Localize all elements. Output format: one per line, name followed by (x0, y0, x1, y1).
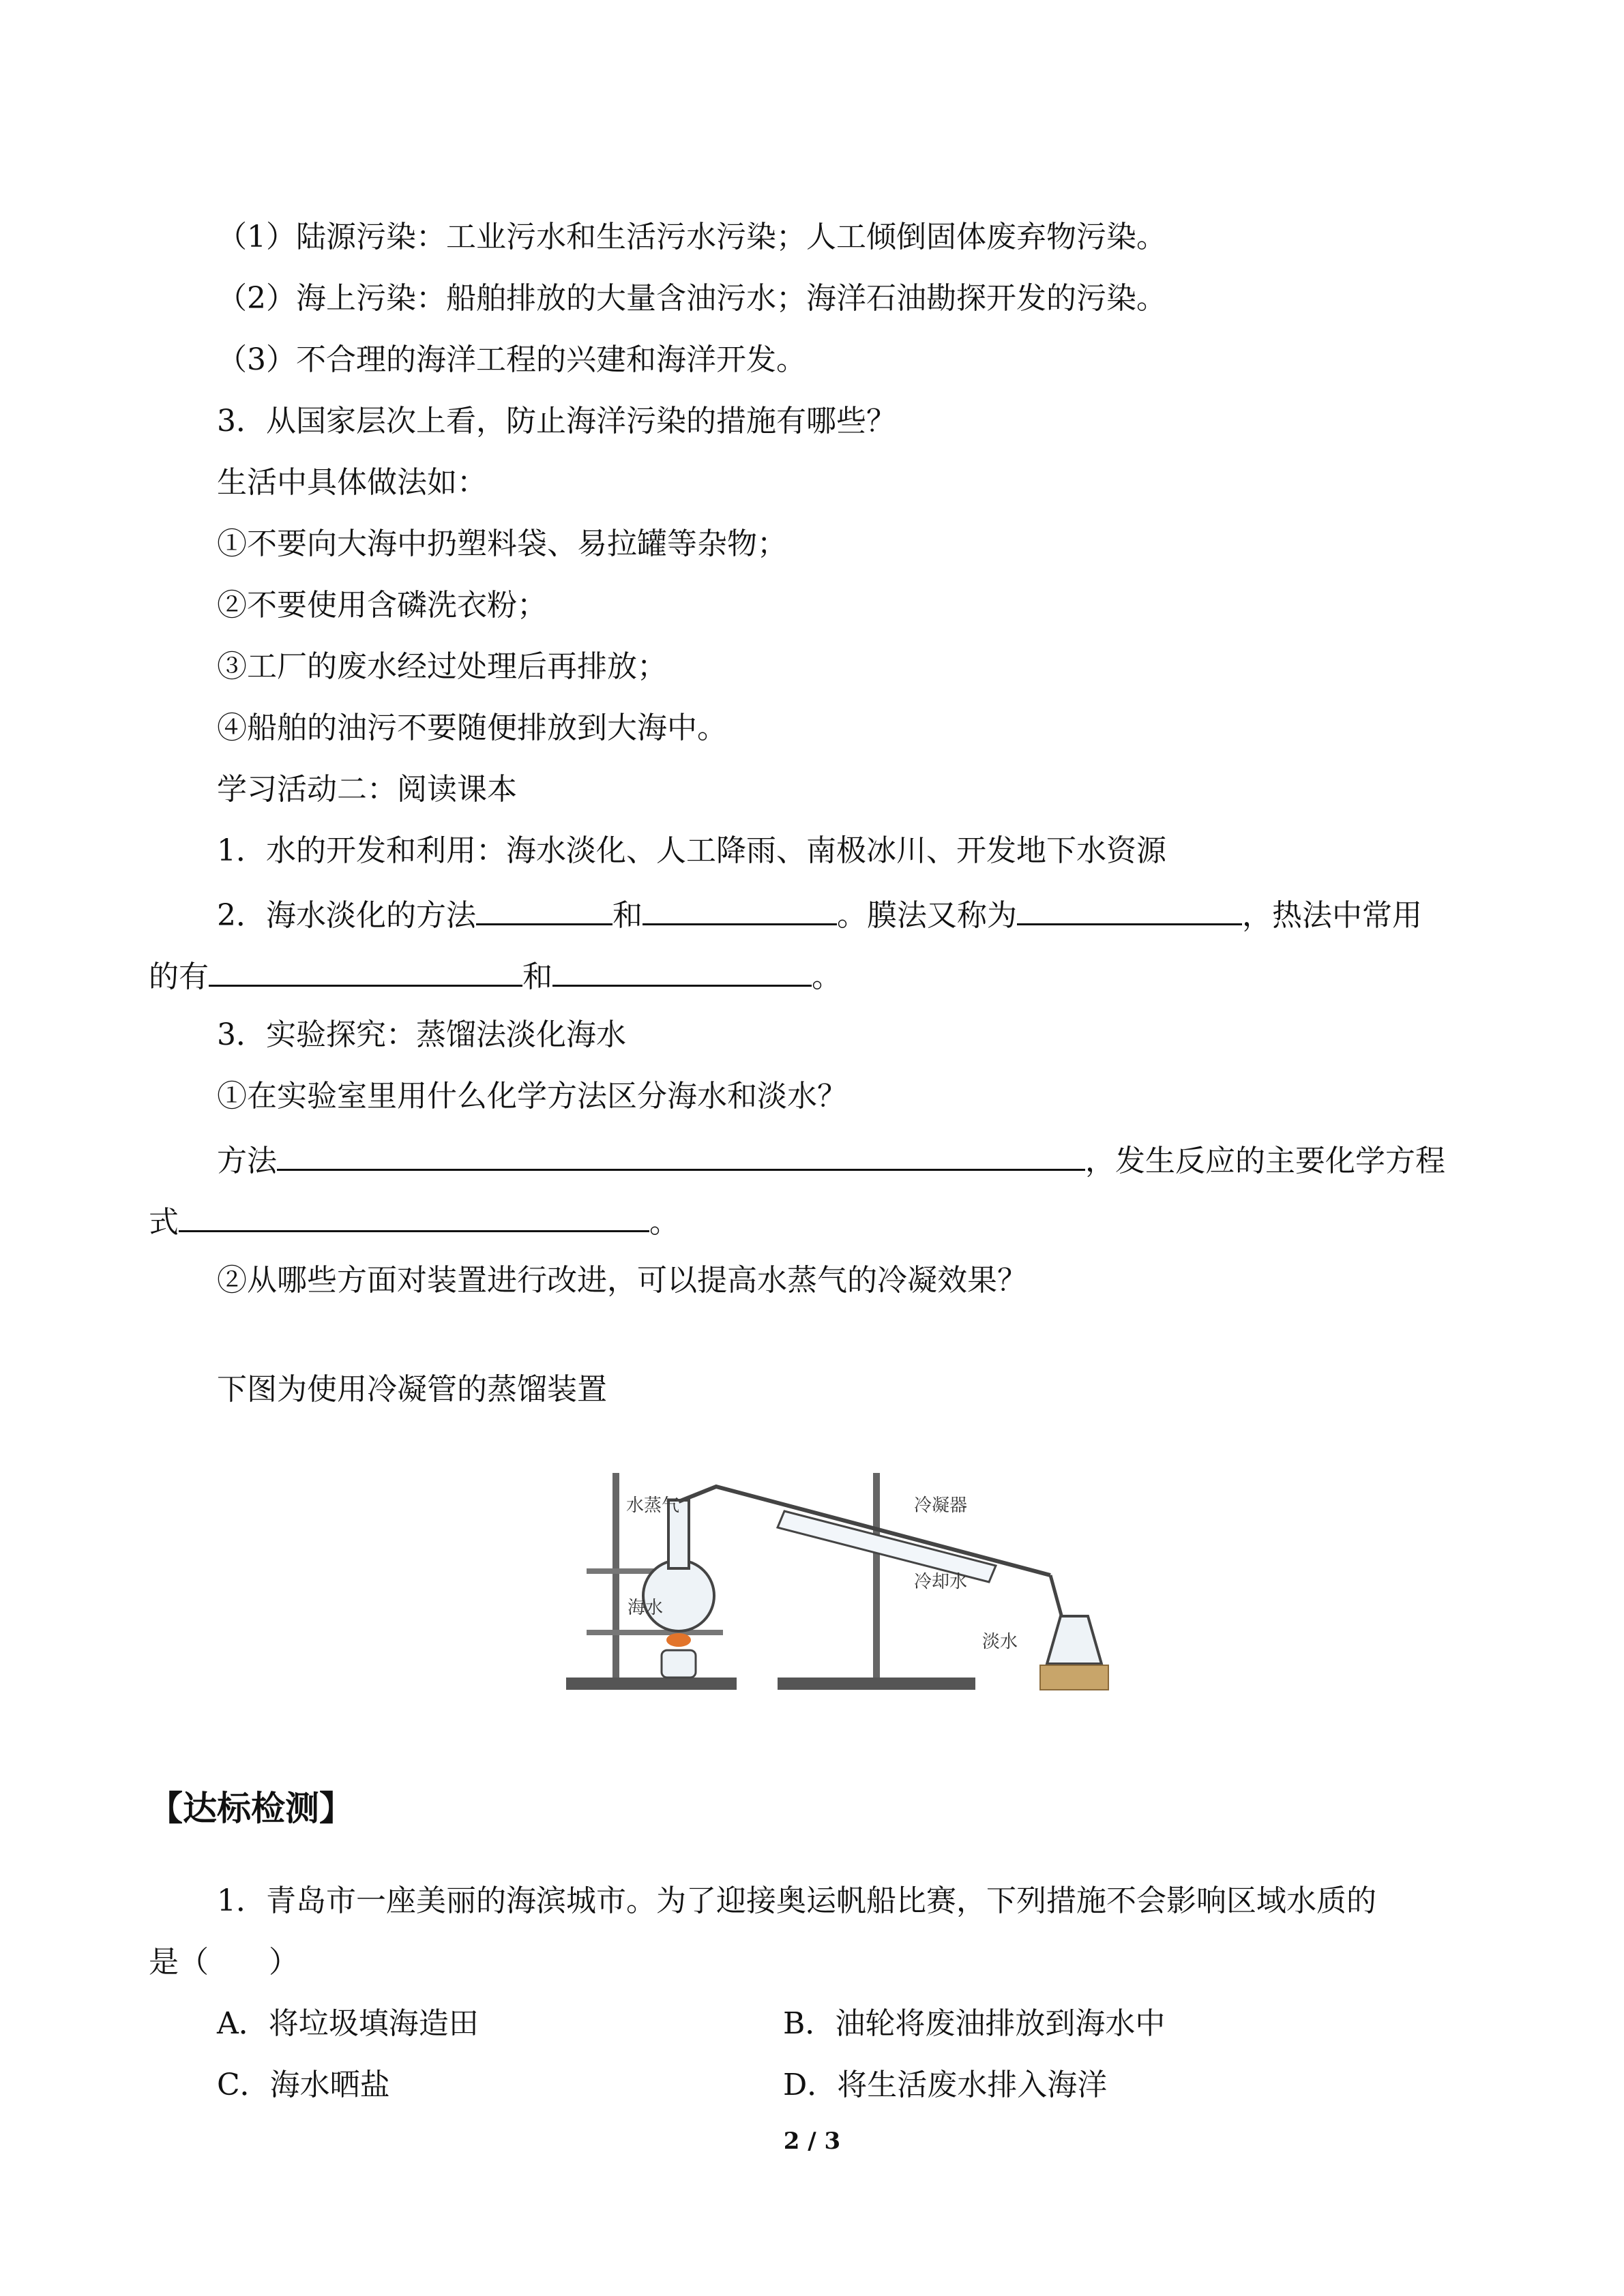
fill-blank[interactable] (643, 892, 837, 925)
activity-item-2-line-1 (217, 892, 1422, 936)
label-condenser: 冷凝器 (914, 1495, 968, 1516)
page-number: 2 / 3 (783, 2128, 841, 2155)
question-3-measures: 3．从国家层次上看，防止海洋污染的措施有哪些？ (217, 404, 896, 438)
option-b[interactable]: B．油轮将废油排放到海水中 (783, 2006, 1166, 2041)
left-stand-base (566, 1678, 737, 1690)
activity-item-1: 1．水的开发和利用：海水淡化、人工降雨、南极冰川、开发地下水资源 (217, 833, 1166, 868)
option-c[interactable]: C．海水晒盐 (217, 2068, 390, 2102)
label-cooling-water: 冷却水 (914, 1572, 968, 1592)
test-question-1-line-1: 1．青岛市一座美丽的海滨城市。为了迎接奥运帆船比赛，下列措施不会影响区域水质的 (217, 1883, 1376, 1918)
fill-blank[interactable] (277, 1137, 1085, 1171)
option-d[interactable]: D．将生活废水排入海洋 (783, 2068, 1108, 2102)
text-fragment: 的有 (149, 959, 209, 994)
daily-practice-intro: 生活中具体做法如： (217, 465, 487, 500)
text-fragment: 2．海水淡化的方法 (217, 898, 476, 933)
experiment-question-2: ②从哪些方面对装置进行改进，可以提高水蒸气的冷凝效果？ (217, 1263, 1027, 1298)
fill-blank[interactable] (1017, 892, 1242, 925)
pollution-land: （1）陆源污染：工业污水和生活污水污染；人工倾倒固体废弃物污染。 (217, 220, 1166, 254)
practice-item-4: ④船舶的油污不要随便排放到大海中。 (217, 711, 727, 745)
section-heading: 【达标检测】 (149, 1789, 353, 1828)
practice-item-3: ③工厂的废水经过处理后再排放； (217, 649, 667, 684)
text-fragment: 。膜法又称为 (837, 898, 1017, 933)
right-stand-rod (873, 1473, 880, 1678)
practice-item-1: ①不要向大海中扔塑料袋、易拉罐等杂物； (217, 526, 787, 561)
activity-2-title: 学习活动二：阅读课本 (217, 772, 517, 807)
activity-item-2-line-2 (149, 953, 842, 998)
text-fragment: 和 (522, 959, 552, 994)
text-fragment: 。 (649, 1205, 679, 1240)
label-seawater: 海水 (628, 1598, 664, 1618)
distillation-apparatus-figure (559, 1446, 1132, 1705)
method-line (217, 1137, 1445, 1182)
right-stand-base (778, 1678, 975, 1690)
text-fragment: 式 (149, 1205, 179, 1240)
option-a[interactable]: A．将垃圾填海造田 (217, 2006, 479, 2041)
left-stand-rod (612, 1473, 619, 1678)
distilling-flask (643, 1560, 714, 1631)
fill-blank[interactable] (209, 953, 522, 987)
figure-caption: 下图为使用冷凝管的蒸馏装置 (217, 1372, 607, 1407)
test-question-1-line-2: 是（ ） (149, 1945, 299, 1980)
text-fragment: ，发生反应的主要化学方程 (1085, 1144, 1445, 1178)
flame (666, 1633, 691, 1647)
receiving-flask (1047, 1616, 1102, 1664)
experiment-question-1: ①在实验室里用什么化学方法区分海水和淡水？ (217, 1079, 847, 1114)
fill-blank[interactable] (552, 953, 812, 987)
pollution-sea: （2）海上污染：船舶排放的大量含油污水；海洋石油勘探开发的污染。 (217, 281, 1166, 316)
text-fragment: ，热法中常用 (1242, 898, 1422, 933)
pollution-engineering: （3）不合理的海洋工程的兴建和海洋开发。 (217, 342, 806, 377)
activity-item-3: 3．实验探究：蒸馏法淡化海水 (217, 1017, 626, 1052)
support-ring (587, 1630, 723, 1635)
practice-item-2: ②不要使用含磷洗衣粉； (217, 588, 547, 623)
label-steam: 水蒸气 (626, 1495, 680, 1516)
text-fragment: 和 (612, 898, 643, 933)
wooden-block (1040, 1665, 1108, 1690)
label-fresh-water: 淡水 (982, 1632, 1018, 1652)
equation-line (149, 1199, 679, 1243)
fill-blank[interactable] (179, 1199, 649, 1232)
fill-blank[interactable] (476, 892, 612, 925)
alcohol-lamp (662, 1650, 696, 1678)
text-fragment: 。 (812, 959, 842, 994)
text-fragment: 方法 (217, 1144, 277, 1178)
